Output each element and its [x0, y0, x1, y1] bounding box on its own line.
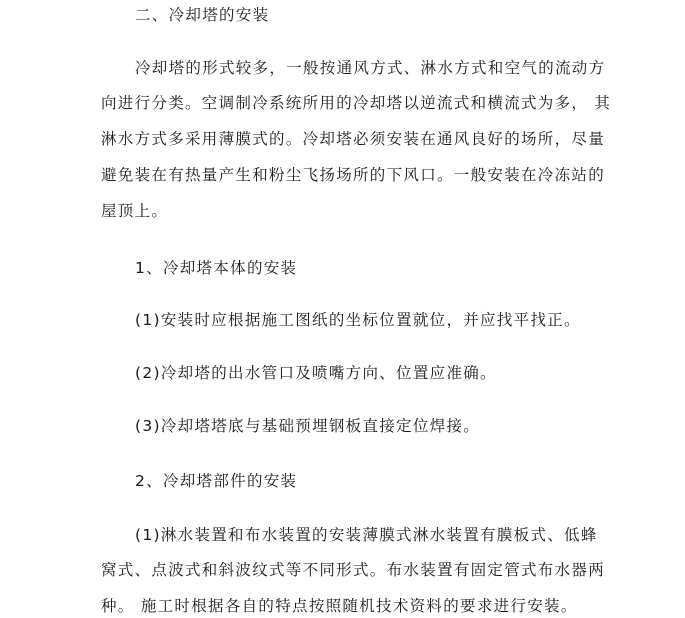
paragraph-line: (1)淋水装置和布水装置的安装薄膜式淋水装置有膜板式、低蜂	[135, 526, 598, 544]
paragraph-line: 屋顶上。	[101, 202, 169, 220]
subsection-2-heading: 2、冷却塔部件的安装	[135, 472, 298, 490]
list-item: (1)安装时应根据施工图纸的坐标位置就位，并应找平找正。	[135, 311, 581, 329]
section-heading: 二、冷却塔的安装	[135, 6, 270, 24]
paragraph-line: 淋水方式多采用薄膜式的。冷却塔必须安装在通风良好的场所，尽量	[101, 130, 606, 148]
list-item: (2)冷却塔的出水管口及喷嘴方向、位置应准确。	[135, 364, 497, 382]
paragraph-line: 种。 施工时根据各自的特点按照随机技术资料的要求进行安装。	[101, 597, 578, 615]
subsection-1-heading: 1、冷却塔本体的安装	[135, 259, 298, 277]
list-item: (3)冷却塔塔底与基础预埋钢板直接定位焊接。	[135, 417, 481, 435]
paragraph-line: 窝式、点波式和斜波纹式等不同形式。布水装置有固定管式布水器两	[101, 561, 606, 579]
paragraph-line: 向进行分类。空调制冷系统所用的冷却塔以逆流式和横流式为多， 其	[101, 94, 612, 112]
paragraph-line: 冷却塔的形式较多，一般按通风方式、淋水方式和空气的流动方	[135, 59, 606, 77]
paragraph-line: 避免装在有热量产生和粉尘飞扬场所的下风口。一般安装在冷冻站的	[101, 166, 606, 184]
